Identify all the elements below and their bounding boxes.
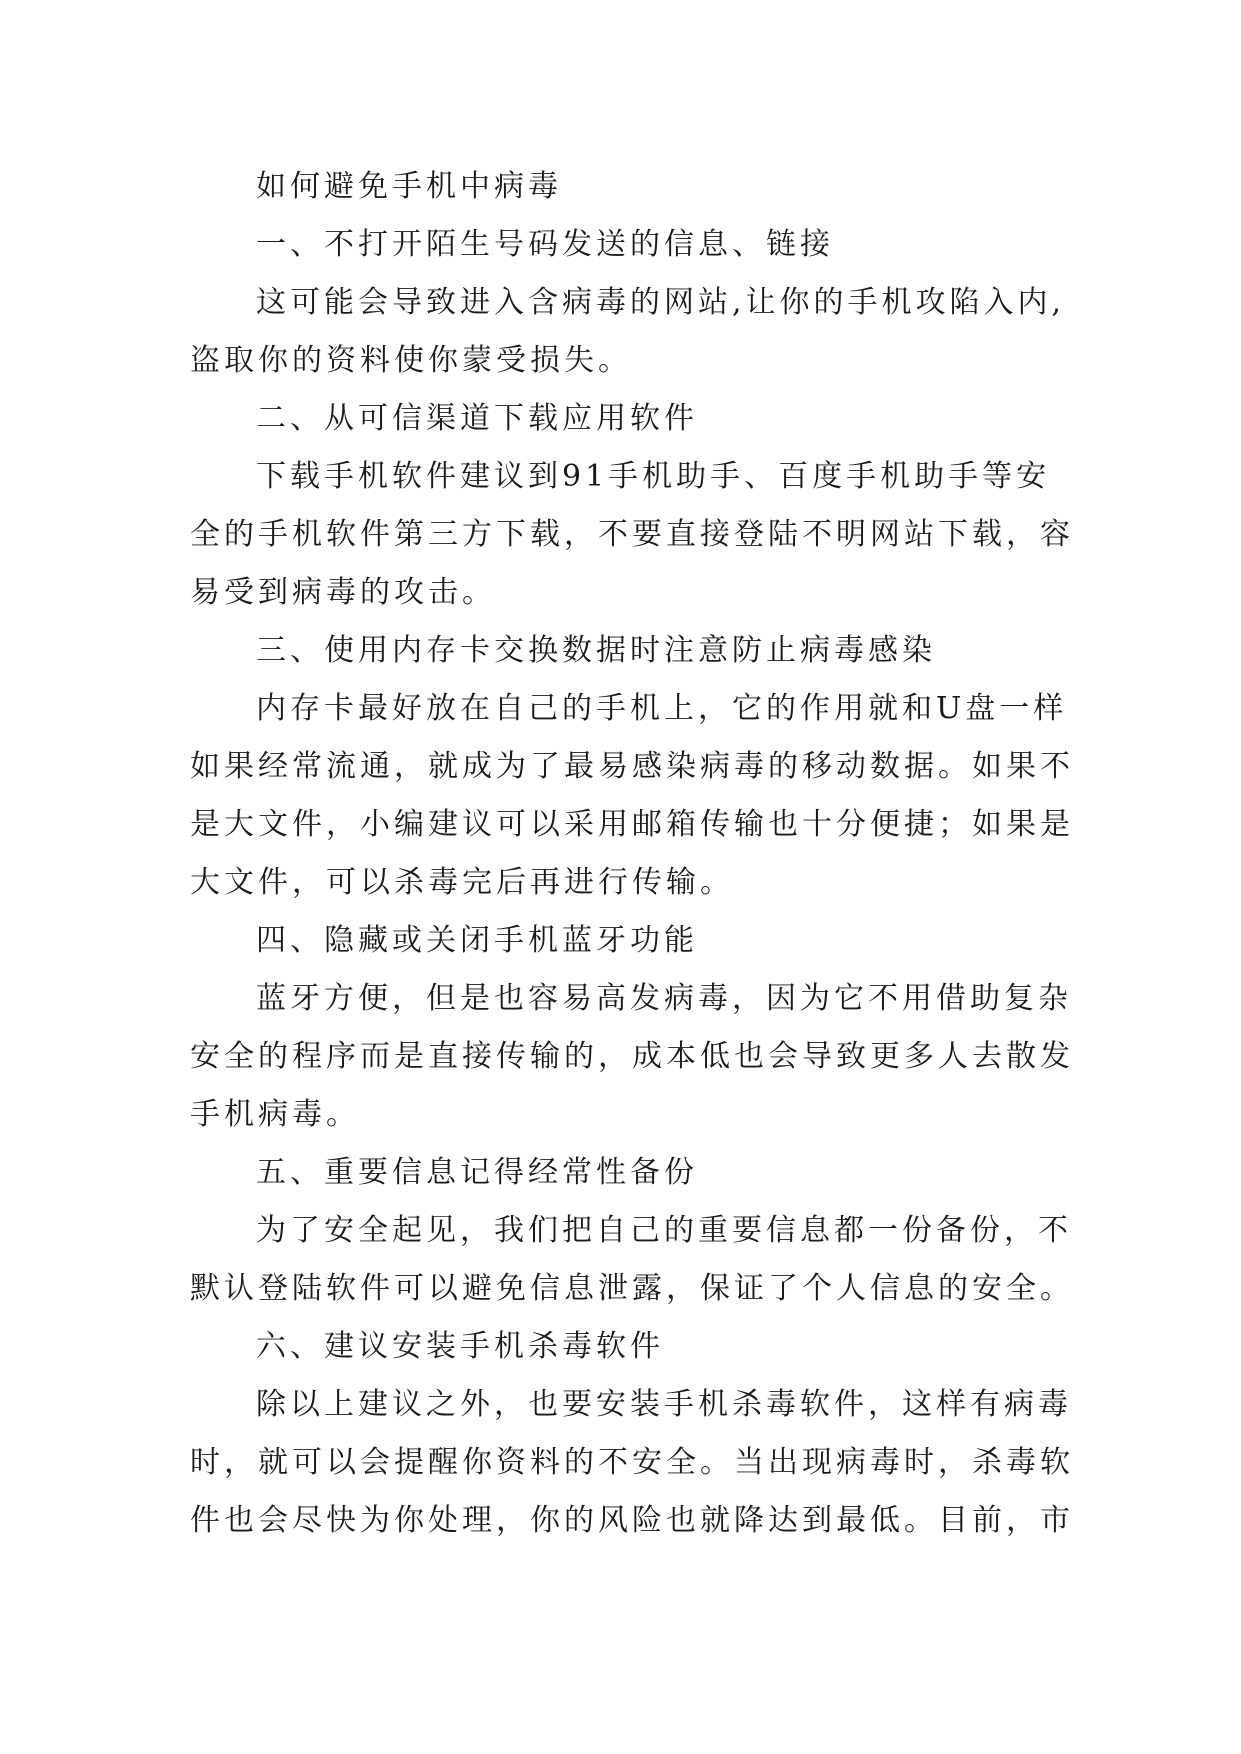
paragraph-line: 如果经常流通，就成为了最易感染病毒的移动数据。如果不 (190, 749, 1074, 784)
paragraph-line: 这可能会导致进入含病毒的网站,让你的手机攻陷入内, (256, 285, 1066, 320)
section-heading-3: 三、使用内存卡交换数据时注意防止病毒感染 (256, 633, 936, 668)
paragraph-line: 为了安全起见，我们把自己的重要信息都一份备份，不 (256, 1213, 1072, 1248)
section-heading-2: 二、从可信渠道下载应用软件 (256, 401, 698, 436)
paragraph-line: 时，就可以会提醒你资料的不安全。当出现病毒时，杀毒软 (190, 1445, 1074, 1480)
section-heading-4: 四、隐藏或关闭手机蓝牙功能 (256, 923, 698, 958)
paragraph-line: 大文件，可以杀毒完后再进行传输。 (190, 865, 734, 900)
document-title: 如何避免手机中病毒 (256, 169, 562, 204)
paragraph-line: 蓝牙方便，但是也容易高发病毒，因为它不用借助复杂 (256, 981, 1072, 1016)
section-heading-6: 六、建议安装手机杀毒软件 (256, 1329, 664, 1364)
paragraph-line: 盗取你的资料使你蒙受损失。 (190, 343, 632, 378)
paragraph-line: 下载手机软件建议到91手机助手、百度手机助手等安 (256, 459, 1051, 494)
section-heading-1: 一、不打开陌生号码发送的信息、链接 (256, 227, 834, 262)
paragraph-line: 全的手机软件第三方下载，不要直接登陆不明网站下载，容 (190, 517, 1074, 552)
paragraph-line: 是大文件，小编建议可以采用邮箱传输也十分便捷；如果是 (190, 807, 1074, 842)
document-body (190, 158, 1090, 1550)
paragraph-line: 件也会尽快为你处理，你的风险也就降达到最低。目前，市 (190, 1503, 1074, 1538)
paragraph-line: 内存卡最好放在自己的手机上，它的作用就和U盘一样 (256, 691, 1068, 726)
section-heading-5: 五、重要信息记得经常性备份 (256, 1155, 698, 1190)
paragraph-line: 安全的程序而是直接传输的，成本低也会导致更多人去散发 (190, 1039, 1074, 1074)
paragraph-line: 默认登陆软件可以避免信息泄露，保证了个人信息的安全。 (190, 1271, 1074, 1306)
paragraph-line: 除以上建议之外，也要安装手机杀毒软件，这样有病毒 (256, 1387, 1072, 1422)
paragraph-line: 手机病毒。 (190, 1097, 360, 1132)
paragraph-line: 易受到病毒的攻击。 (190, 575, 496, 610)
